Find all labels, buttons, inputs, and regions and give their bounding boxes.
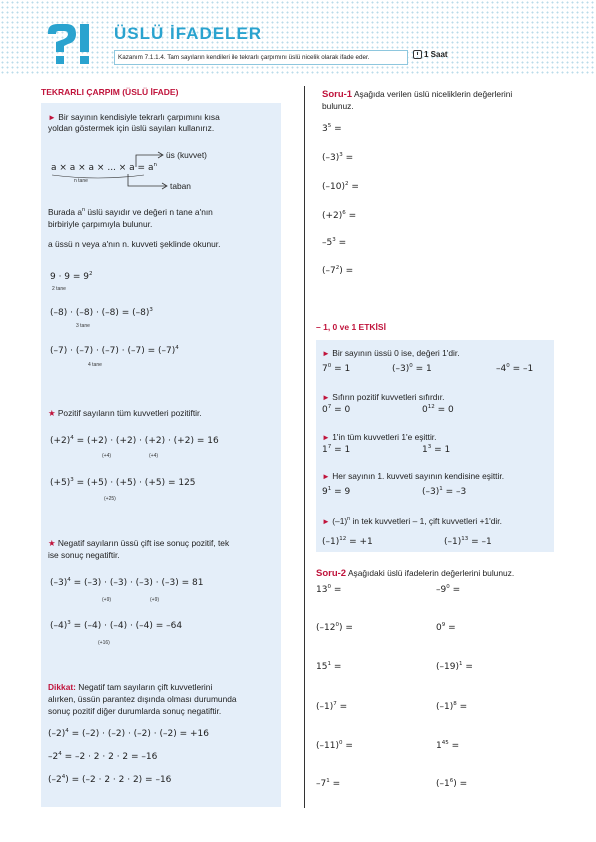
etki-ex-base: (–1)	[322, 537, 340, 547]
burada-rest: üslü sayıdır ve değeri n tane a'nın	[85, 207, 213, 217]
d1-exp: 4	[65, 728, 69, 734]
soru2-text: Aşağıdaki üslü ifadelerin değerlerini bulunuz.	[346, 568, 515, 578]
etki-ex-exp: 12	[427, 404, 435, 410]
soru2-item-base: 0	[436, 623, 442, 633]
etki-ex-4b	[422, 487, 466, 498]
soru2-label: Soru-2	[316, 568, 347, 579]
soru2-item-exp: 0	[446, 584, 450, 590]
arrow-bullet-icon: ►	[322, 433, 330, 442]
intro-text-2: yoldan göstermek için üslü sayıları kullanırız.	[48, 123, 215, 133]
pos1-sub-1: (+4)	[102, 453, 112, 459]
soru1-item	[322, 238, 346, 249]
neg1-base: (–3)	[50, 578, 68, 588]
soru2-item-exp: 0	[338, 740, 343, 746]
pos2-exp: 3	[70, 477, 74, 483]
example-3-text: (–7) · (–7) · (–7) · (–7) = (–7)	[50, 346, 176, 356]
soru1-item-base: (–3)	[322, 153, 340, 163]
neg2-sub: (+16)	[98, 640, 110, 646]
neg-example-1	[50, 578, 203, 589]
example-2	[50, 308, 153, 319]
soru2-item-exp: 0	[335, 622, 339, 628]
soru2-item-exp: 1	[326, 778, 330, 784]
etki-rule-5	[322, 516, 502, 527]
etki-ex-rest: = –1	[468, 537, 492, 547]
pos-example-1	[50, 436, 219, 447]
soru2-item-base: (–19)	[436, 662, 459, 672]
etki-ex-3b	[422, 445, 450, 456]
kazanim-text: Kazanım 7.1.1.4. Tam sayıların kendileri ile tekrarlı çarpımını üslü nicelik olarak ifade eder.	[118, 54, 370, 61]
clock-icon	[413, 50, 422, 59]
pos1-exp: 4	[70, 435, 74, 441]
dikkat-example-1	[48, 729, 209, 740]
soru2-item-tail: ) =	[453, 779, 468, 789]
etki-ex-rest: = 1	[412, 364, 432, 374]
soru2-item-base: (–1	[436, 779, 450, 789]
example-2-exp: 3	[149, 307, 153, 313]
soru2-item-exp: 1	[327, 661, 331, 667]
positive-rule-text: Pozitif sayıların tüm kuvvetleri pozitiftir.	[57, 408, 202, 418]
dikkat-text-2: alırken, üssün parantez dışında olması durumunda	[48, 694, 237, 704]
etki-ex-exp: 0	[409, 363, 413, 369]
soru1-item-tail: =	[342, 153, 354, 163]
arrow-bullet-icon: ►	[322, 472, 330, 481]
etki-ex-1c	[496, 364, 533, 375]
soru2-item-tail: ) =	[338, 623, 353, 633]
soru1-item-base: (–7	[322, 266, 336, 276]
dikkat-text-3: sonuç pozitif diğer durumlarda sonuç negatiftir.	[48, 706, 222, 716]
soru2-item-exp: 7	[333, 701, 337, 707]
neg2-base: (–4)	[50, 621, 68, 631]
soru1-item-tail: ) =	[339, 266, 354, 276]
etki-rule-5-rest: in tek kuvvetleri – 1, çift kuvvetleri +1'dir.	[350, 516, 502, 526]
etki-ex-exp: 0	[327, 363, 332, 369]
soru2-item-base: (–1)	[316, 702, 334, 712]
soru1-item-exp: 3	[332, 237, 336, 243]
soru2-item	[316, 741, 353, 752]
pos2-base: (+5)	[50, 478, 71, 488]
soru1-item-tail: =	[331, 124, 342, 134]
etki-ex-2b	[422, 405, 454, 416]
soru1-item-exp: 2	[335, 265, 340, 271]
example-3-exp: 4	[175, 345, 179, 351]
soru1-label: Soru-1	[322, 89, 353, 100]
soru2-item-base: –7	[316, 779, 327, 789]
etki-ex-5c	[444, 537, 492, 548]
etki-ex-exp: 7	[327, 404, 332, 410]
positive-rule	[48, 408, 202, 419]
neg1-sub-2: (+9)	[150, 597, 160, 603]
etki-ex-exp: 13	[461, 536, 469, 542]
etki-ex-2a	[322, 405, 350, 416]
question-exclamation-logo-icon	[44, 22, 96, 68]
soru2-item-tail: =	[330, 662, 342, 672]
etki-heading: – 1, 0 ve 1 ETKİSİ	[316, 322, 386, 332]
soru1-item-tail: =	[335, 238, 347, 248]
soru2-item	[316, 702, 347, 713]
etki-rule-3	[322, 432, 436, 443]
column-divider	[304, 86, 305, 808]
etki-ex-base: (–1)	[444, 537, 462, 547]
soru2-item	[436, 779, 467, 790]
soru2-line	[316, 568, 514, 579]
etki-ex-base: –4	[496, 364, 507, 374]
us-label: üs (kuvvet)	[166, 150, 207, 160]
neg2-exp: 3	[67, 620, 71, 626]
example-2-text: (–8) · (–8) · (–8) = (–8)	[50, 308, 150, 318]
etki-ex-rest: = 0	[434, 405, 454, 415]
etki-ex-base: 1	[422, 445, 428, 455]
soru1-item-exp: 2	[344, 181, 349, 187]
soru1-item-exp: 3	[339, 152, 343, 158]
soru2-item	[436, 662, 473, 673]
etki-ex-1b	[392, 364, 432, 375]
arrow-bullet-icon: ►	[322, 517, 330, 526]
soru2-item-exp: 8	[453, 701, 457, 707]
etki-ex-exp: 3	[427, 444, 432, 450]
soru2-item	[316, 585, 341, 596]
etki-ex-rest: = 1	[431, 445, 451, 455]
arrow-bullet-icon: ►	[48, 113, 56, 122]
soru2-item	[436, 702, 467, 713]
etki-ex-base: 9	[322, 487, 328, 497]
soru1-text-1: Aşağıda verilen üslü niceliklerin değerlerini	[352, 89, 513, 99]
burada-exp: n	[82, 207, 86, 213]
neg-example-2	[50, 621, 182, 632]
pos2-sub: (+25)	[104, 496, 116, 502]
kazanim-box	[114, 50, 408, 65]
d2-rest: = –2 · 2 · 2 · 2 = –16	[61, 752, 158, 762]
etki-ex-exp: 1	[327, 486, 332, 492]
soru2-item-tail: =	[329, 779, 341, 789]
etki-rule-5-exp: n	[347, 516, 351, 522]
soru1-item-base: (+2)	[322, 211, 343, 221]
d3-rest: ) = (–2 · 2 · 2 · 2) = –16	[65, 775, 172, 785]
star-bullet-icon: ★	[48, 408, 56, 418]
soru2-item-tail: =	[448, 741, 460, 751]
soru2-item	[436, 623, 456, 634]
etki-ex-base: 1	[322, 445, 328, 455]
example-3	[50, 346, 179, 357]
etki-rule-5-base: (–1)	[332, 516, 348, 526]
soru2-item-tail: =	[445, 623, 456, 633]
soru2-item-base: –9	[436, 585, 447, 595]
soru2-item-exp: 6	[449, 778, 454, 784]
intro-text-1: Bir sayının kendisiyle tekrarlı çarpımını kısa	[58, 112, 220, 122]
etki-ex-3a	[322, 445, 350, 456]
soru1-item	[322, 124, 342, 135]
pos1-rest: = (+2) · (+2) · (+2) · (+2) = 16	[73, 436, 219, 446]
soru2-item-tail: =	[342, 741, 353, 751]
burada-a: Burada a	[48, 207, 82, 217]
d2-exp: 4	[58, 751, 62, 757]
etki-ex-rest: = –1	[509, 364, 534, 374]
negative-rule-2: ise sonuç negatiftir.	[48, 550, 120, 560]
soru2-item-tail: =	[330, 585, 342, 595]
etki-ex-exp: 0	[506, 363, 510, 369]
soru2-item	[436, 741, 459, 752]
dikkat-text-1: Negatif tam sayıların çift kuvvetlerini	[75, 682, 213, 692]
okunur-line: a üssü n veya a'nın n. kuvveti şeklinde okunur.	[48, 239, 221, 249]
soru2-item-base: (–1)	[436, 702, 454, 712]
soru2-item-base: 13	[316, 585, 328, 595]
soru1-item	[322, 266, 353, 277]
example-1-under: 2 tane	[52, 286, 66, 292]
etki-ex-exp: 7	[327, 444, 332, 450]
soru2-item	[436, 585, 460, 596]
etki-ex-5b	[322, 537, 373, 548]
soru1-item-exp: 5	[327, 123, 332, 129]
neg2-rest: = (–4) · (–4) · (–4) = –64	[70, 621, 183, 631]
pos-example-2	[50, 478, 196, 489]
pos2-rest: = (+5) · (+5) · (+5) = 125	[73, 478, 196, 488]
etki-rule-2-text: Sıfırın pozitif kuvvetleri sıfırdır.	[332, 392, 445, 402]
etki-ex-rest: = +1	[346, 537, 373, 547]
star-bullet-icon: ★	[48, 538, 56, 548]
soru2-item	[316, 623, 353, 634]
pos1-sub-2: (+4)	[149, 453, 159, 459]
soru2-item	[316, 779, 340, 790]
etki-rule-4-text: Her sayının 1. kuvveti sayının kendisine eşittir.	[332, 471, 505, 481]
soru2-item	[316, 662, 341, 673]
etki-ex-1a	[322, 364, 350, 375]
neg1-exp: 4	[67, 577, 71, 583]
duration	[413, 50, 448, 59]
pos1-base: (+2)	[50, 436, 71, 446]
diagram-exp: n	[153, 162, 157, 168]
dikkat-example-3	[48, 775, 171, 786]
neg1-sub-1: (+9)	[102, 597, 112, 603]
soru2-item-base: 15	[316, 662, 328, 672]
etki-ex-exp: 1	[439, 486, 443, 492]
example-2-under: 3 tane	[76, 323, 90, 329]
etki-ex-base: 7	[322, 364, 328, 374]
burada-line-2: birbiriyle çarpımıyla bulunur.	[48, 219, 153, 229]
etki-ex-rest: = 1	[331, 364, 351, 374]
soru1-item-tail: =	[345, 211, 357, 221]
example-1-exp: 2	[89, 271, 93, 277]
soru2-item-exp: 0	[327, 584, 331, 590]
soru2-item-exp: 45	[441, 740, 449, 746]
intro-line-1	[48, 112, 220, 123]
soru1-line-1	[322, 89, 512, 100]
soru1-item-base: –5	[322, 238, 333, 248]
soru1-item-base: (–10)	[322, 182, 345, 192]
negative-rule-1	[48, 538, 229, 549]
left-heading: TEKRARLI ÇARPIM (ÜSLÜ İFADE)	[41, 87, 179, 97]
soru2-item-tail: =	[336, 702, 348, 712]
d3-base: (–2	[48, 775, 62, 785]
etki-ex-rest: = 9	[331, 487, 351, 497]
soru2-item-base: 1	[436, 741, 442, 751]
soru1-text-2: bulunuz.	[322, 101, 354, 111]
arrow-bullet-icon: ►	[322, 393, 330, 402]
neg1-rest: = (–3) · (–3) · (–3) · (–3) = 81	[70, 578, 204, 588]
diagram-n-tane: n tane	[74, 178, 88, 184]
etki-ex-base: 0	[322, 405, 328, 415]
d1-base: (–2)	[48, 729, 66, 739]
soru1-item	[322, 211, 356, 222]
etki-ex-rest: = 1	[331, 445, 351, 455]
etki-rule-2	[322, 392, 444, 403]
etki-rule-4	[322, 471, 504, 482]
soru1-item-tail: =	[348, 182, 359, 192]
dikkat-label: Dikkat:	[48, 682, 76, 692]
example-1	[50, 272, 93, 283]
soru2-item-tail: =	[462, 662, 473, 672]
d1-rest: = (–2) · (–2) · (–2) · (–2) = +16	[68, 729, 210, 739]
etki-rule-3-text: 1'in tüm kuvvetleri 1'e eşittir.	[332, 432, 437, 442]
soru1-item-base: 3	[322, 124, 328, 134]
soru2-item-tail: =	[456, 702, 468, 712]
dikkat-example-2	[48, 752, 157, 763]
etki-ex-base: (–3)	[422, 487, 440, 497]
soru2-item-base: (–11)	[316, 741, 339, 751]
etki-ex-base: (–3)	[392, 364, 410, 374]
etki-ex-base: 0	[422, 405, 428, 415]
burada-line-1	[48, 207, 213, 218]
negative-rule-text-1: Negatif sayıların üssü çift ise sonuç pozitif, tek	[57, 538, 230, 548]
d2-base: –2	[48, 752, 59, 762]
etki-rule-1	[322, 348, 460, 359]
etki-rule-1-text: Bir sayının üssü 0 ise, değeri 1'dir.	[332, 348, 460, 358]
dikkat-line-1	[48, 682, 212, 693]
page-title: ÜSLÜ İFADELER	[114, 24, 263, 43]
taban-label: taban	[170, 181, 191, 191]
etki-ex-rest: = –3	[442, 487, 467, 497]
arrow-bullet-icon: ►	[322, 349, 330, 358]
soru2-item-exp: 1	[458, 661, 463, 667]
example-3-under: 4 tane	[88, 362, 102, 368]
etki-ex-4a	[322, 487, 350, 498]
duration-label: 1 Saat	[424, 50, 448, 59]
diagram-expr-text: a × a × a × ... × a = a	[51, 163, 154, 173]
d3-exp: 4	[61, 774, 66, 780]
soru1-item	[322, 182, 359, 193]
soru2-item-exp: 9	[441, 622, 446, 628]
etki-ex-rest: = 0	[331, 405, 351, 415]
soru1-item-exp: 6	[342, 210, 346, 216]
soru2-item-tail: =	[449, 585, 461, 595]
soru2-item-base: (–12	[316, 623, 336, 633]
etki-ex-exp: 12	[339, 536, 347, 542]
example-1-text: 9 · 9 = 9	[50, 272, 90, 282]
soru1-item	[322, 153, 353, 164]
